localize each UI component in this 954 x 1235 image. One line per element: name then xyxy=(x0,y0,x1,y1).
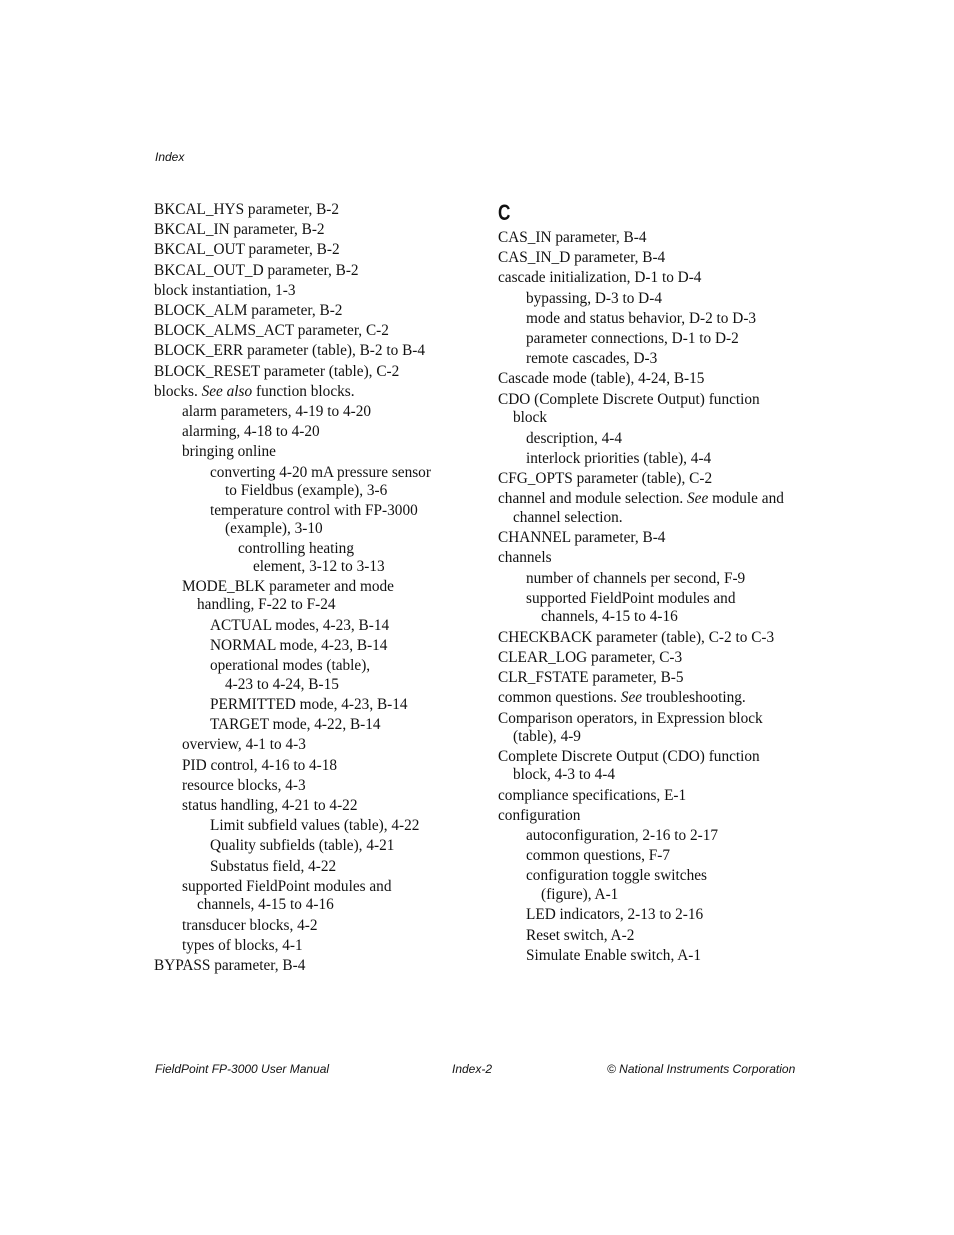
index-entry-text: overview, 4-1 to 4-3 xyxy=(182,736,306,754)
index-entry-text: common questions. xyxy=(498,689,621,707)
index-entry-continuation: (example), 3-10 xyxy=(225,520,323,538)
index-entry xyxy=(498,248,798,268)
index-entry xyxy=(498,648,798,668)
index-entry-text: Limit subfield values (table), 4-22 xyxy=(210,817,420,835)
index-entry-text: BLOCK_ERR parameter (table), B-2 to B-4 xyxy=(154,342,426,360)
index-entry xyxy=(154,657,454,694)
index-entry-text: Reset switch, A-2 xyxy=(526,926,635,944)
index-entry xyxy=(154,816,454,836)
index-entry-text: channel and module selection. xyxy=(498,490,688,508)
index-entry xyxy=(498,490,798,527)
index-entry-text: cascade initialization, D-1 to D-4 xyxy=(498,269,702,287)
index-entry xyxy=(154,756,454,776)
index-entry-continuation: element, 3-12 to 3-13 xyxy=(253,558,385,576)
index-entry-text: LED indicators, 2-13 to 2-16 xyxy=(526,906,704,924)
index-entry-text: CHANNEL parameter, B-4 xyxy=(498,529,666,547)
index-entry xyxy=(154,836,454,856)
index-entry xyxy=(154,796,454,816)
index-entry xyxy=(154,402,454,422)
index-entry-text: BKCAL_OUT parameter, B-2 xyxy=(154,241,340,259)
index-entry-text: TARGET mode, 4-22, B-14 xyxy=(210,716,381,734)
index-entry-text: CAS_IN parameter, B-4 xyxy=(498,229,647,246)
index-entry-text: MODE_BLK parameter and mode xyxy=(182,577,394,595)
index-entry xyxy=(154,281,454,301)
see-also-reference: See xyxy=(620,689,643,707)
index-entry-continuation: block xyxy=(513,409,547,427)
index-entry-text: BYPASS parameter, B-4 xyxy=(154,957,306,975)
index-entry-text: Simulate Enable switch, A-1 xyxy=(526,946,702,964)
index-entry-text: supported FieldPoint modules and xyxy=(526,589,736,607)
index-entry-text: status handling, 4-21 to 4-22 xyxy=(182,797,358,815)
index-entry-text: alarm parameters, 4-19 to 4-20 xyxy=(182,403,372,421)
index-entry-text: bringing online xyxy=(182,443,276,461)
index-entry xyxy=(498,369,798,389)
index-entry xyxy=(154,636,454,656)
footer-copyright: © National Instruments Corporation xyxy=(607,1062,796,1076)
index-entry xyxy=(154,321,454,341)
index-entry-text: BKCAL_HYS parameter, B-2 xyxy=(154,201,340,218)
index-entry xyxy=(154,502,454,539)
index-entry-text: interlock priorities (table), 4-4 xyxy=(526,449,712,467)
index-entry xyxy=(498,449,798,469)
index-entry-text: BLOCK_ALMS_ACT parameter, C-2 xyxy=(154,322,389,340)
index-entry xyxy=(154,220,454,240)
section-letter: C xyxy=(498,200,511,225)
index-entry-text: bypassing, D-3 to D-4 xyxy=(526,289,662,307)
index-entry-continuation: 4-23 to 4-24, B-15 xyxy=(225,675,339,693)
index-entry xyxy=(154,715,454,735)
index-entry xyxy=(498,946,798,966)
index-entry-text: compliance specifications, E-1 xyxy=(498,786,687,804)
index-entry-text: autoconfiguration, 2-16 to 2-17 xyxy=(526,827,719,845)
index-entry xyxy=(498,826,798,846)
index-entry-text: supported FieldPoint modules and xyxy=(182,877,392,895)
index-entry xyxy=(498,867,798,904)
index-entry-text: alarming, 4-18 to 4-20 xyxy=(182,423,320,441)
index-entry xyxy=(498,309,798,329)
index-entry-text: ACTUAL modes, 4-23, B-14 xyxy=(210,616,390,634)
index-entry-text: CLEAR_LOG parameter, C-3 xyxy=(498,649,683,667)
index-entry-continuation: to Fieldbus (example), 3-6 xyxy=(225,482,388,500)
index-entry-text: configuration toggle switches xyxy=(526,867,707,885)
index-column-right xyxy=(498,200,798,966)
index-entry xyxy=(498,548,798,568)
index-entry xyxy=(154,695,454,715)
index-entry-text: Comparison operators, in Expression block xyxy=(498,709,763,727)
index-entry-text: number of channels per second, F-9 xyxy=(526,569,746,587)
see-also-reference: See also xyxy=(201,382,253,400)
index-entry xyxy=(498,748,798,785)
index-entry-text: Complete Discrete Output (CDO) function xyxy=(498,747,760,765)
index-entry xyxy=(154,540,454,577)
index-entry-text: PID control, 4-16 to 4-18 xyxy=(182,756,338,774)
index-entry-continuation: (table), 4-9 xyxy=(513,728,581,746)
index-entry-text: troubleshooting. xyxy=(642,689,746,707)
index-entry-text: channels xyxy=(498,549,552,567)
index-entry xyxy=(498,569,798,589)
index-entry-text: blocks. xyxy=(154,382,202,400)
index-entry-continuation: (figure), A-1 xyxy=(541,885,619,903)
index-entry xyxy=(498,329,798,349)
index-entry xyxy=(498,528,798,548)
index-entry xyxy=(154,464,454,501)
index-entry-text: description, 4-4 xyxy=(526,429,623,447)
index-entry xyxy=(498,786,798,806)
index-entry xyxy=(154,382,454,402)
index-entry-text: CDO (Complete Discrete Output) function xyxy=(498,390,760,408)
index-column-left xyxy=(154,200,454,976)
index-entry xyxy=(498,628,798,648)
index-entry-text: remote cascades, D-3 xyxy=(526,350,658,368)
index-entry-text: parameter connections, D-1 to D-2 xyxy=(526,330,739,348)
index-entry-text: operational modes (table), xyxy=(210,657,371,675)
footer-manual-title: FieldPoint FP-3000 User Manual xyxy=(155,1062,330,1076)
index-entry xyxy=(498,710,798,747)
index-entry-text: BLOCK_ALM parameter, B-2 xyxy=(154,302,343,320)
index-entry xyxy=(498,469,798,489)
index-entry-text: BLOCK_RESET parameter (table), C-2 xyxy=(154,362,400,380)
index-entry-continuation: channel selection. xyxy=(513,508,623,526)
index-entry xyxy=(498,289,798,309)
index-entry xyxy=(498,590,798,627)
index-entry-text: BKCAL_IN parameter, B-2 xyxy=(154,221,325,239)
index-entry xyxy=(154,956,454,976)
index-entry-text: PERMITTED mode, 4-23, B-14 xyxy=(210,696,408,714)
index-entry xyxy=(498,228,798,248)
index-entry xyxy=(498,668,798,688)
index-entry-text: temperature control with FP-3000 xyxy=(210,501,418,519)
index-entry xyxy=(154,422,454,442)
index-entry xyxy=(154,878,454,915)
index-entry xyxy=(154,735,454,755)
index-entry xyxy=(154,776,454,796)
index-entry xyxy=(154,261,454,281)
index-entry-text: Cascade mode (table), 4-24, B-15 xyxy=(498,370,705,388)
index-entry xyxy=(154,936,454,956)
index-entry-text: CFG_OPTS parameter (table), C-2 xyxy=(498,470,713,488)
index-entry xyxy=(498,806,798,826)
index-entry xyxy=(154,616,454,636)
index-entry-text: common questions, F-7 xyxy=(526,847,671,865)
index-entry-text: types of blocks, 4-1 xyxy=(182,937,303,955)
index-entry xyxy=(154,200,454,220)
index-entry-text: CAS_IN_D parameter, B-4 xyxy=(498,249,666,267)
index-entry-text: resource blocks, 4-3 xyxy=(182,776,306,794)
index-entry xyxy=(498,905,798,925)
index-entry-text: converting 4-20 mA pressure sensor xyxy=(210,463,431,481)
index-entry-text: function blocks. xyxy=(252,382,355,400)
index-entry xyxy=(154,240,454,260)
index-entry xyxy=(154,578,454,615)
index-entry-continuation: channels, 4-15 to 4-16 xyxy=(197,896,334,914)
index-entry-text: CLR_FSTATE parameter, B-5 xyxy=(498,669,684,687)
index-entry-text: BKCAL_OUT_D parameter, B-2 xyxy=(154,261,359,279)
index-entry-text: NORMAL mode, 4-23, B-14 xyxy=(210,636,388,654)
index-entry-continuation: channels, 4-15 to 4-16 xyxy=(541,608,678,626)
index-entry-text: module and xyxy=(708,490,784,508)
index-entry xyxy=(154,442,454,462)
index-entry xyxy=(498,268,798,288)
index-entry xyxy=(498,391,798,428)
index-entry xyxy=(498,688,798,708)
index-entry-text: CHECKBACK parameter (table), C-2 to C-3 xyxy=(498,628,775,646)
index-entry-text: transducer blocks, 4-2 xyxy=(182,916,318,934)
see-also-reference: See xyxy=(687,490,709,508)
index-entry xyxy=(154,916,454,936)
index-entry xyxy=(154,341,454,361)
index-entry-continuation: block, 4-3 to 4-4 xyxy=(513,766,615,784)
index-entry-text: configuration xyxy=(498,806,581,824)
running-header: Index xyxy=(155,150,185,164)
index-entry-text: Substatus field, 4-22 xyxy=(210,857,337,875)
index-entry xyxy=(498,926,798,946)
index-entry-text: block instantiation, 1-3 xyxy=(154,281,296,299)
index-entry xyxy=(154,857,454,877)
index-entry-text: controlling heating xyxy=(238,539,354,557)
index-entry-text: mode and status behavior, D-2 to D-3 xyxy=(526,309,757,327)
index-entry-continuation: handling, F-22 to F-24 xyxy=(197,596,336,614)
footer-page-number: Index-2 xyxy=(452,1062,493,1076)
index-entry xyxy=(154,362,454,382)
index-entry xyxy=(498,349,798,369)
index-entry xyxy=(154,301,454,321)
index-entry xyxy=(498,429,798,449)
index-entry xyxy=(498,846,798,866)
index-entry-text: Quality subfields (table), 4-21 xyxy=(210,837,395,855)
